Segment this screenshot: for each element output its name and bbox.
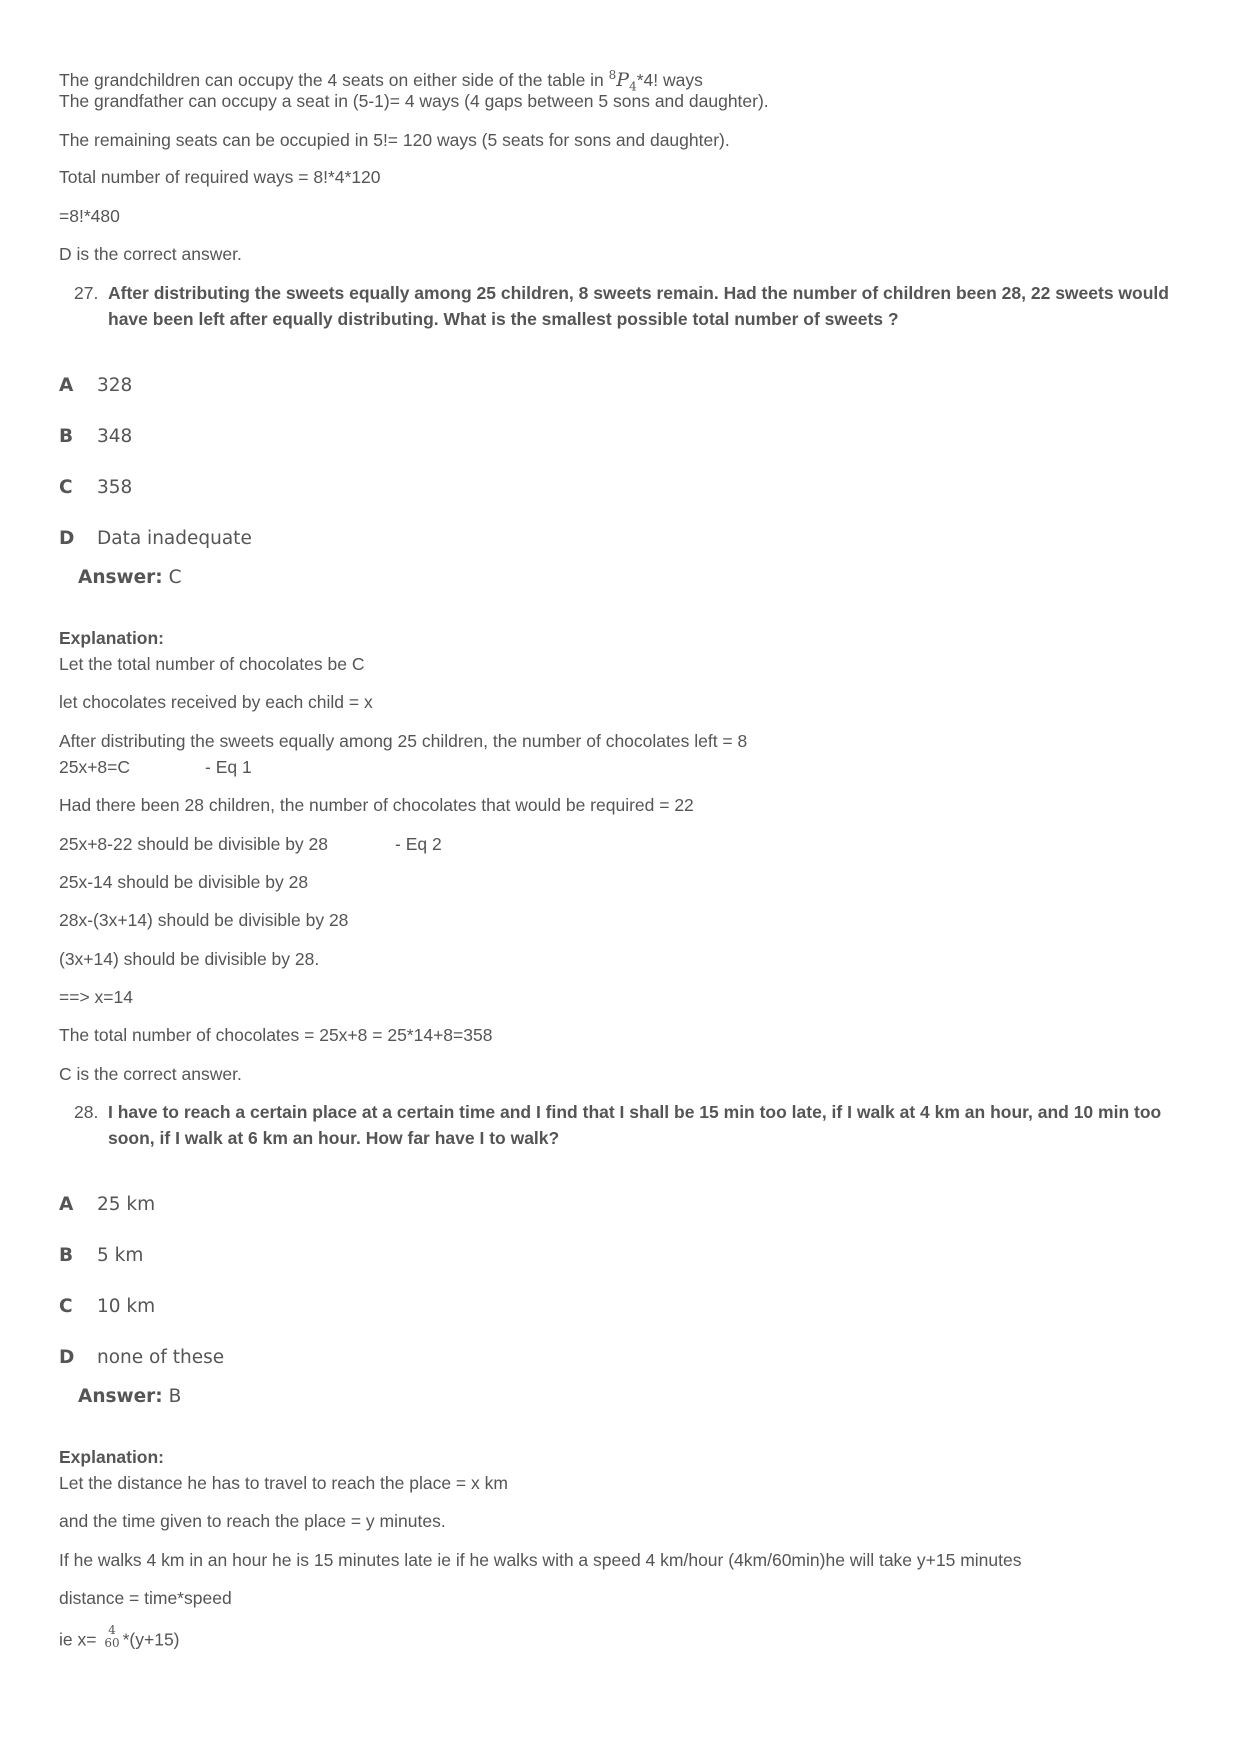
q27-option-c[interactable]	[59, 476, 132, 500]
q28-expl-line: If he walks 4 km in an hour he is 15 minutes late ie if he walks with a speed 4 km/hour (4km/60min)he will take y+15 minutes	[59, 1550, 1022, 1570]
q28-option-c[interactable]	[59, 1295, 155, 1319]
q28-option-b[interactable]	[59, 1244, 143, 1268]
q27-conclusion: C is the correct answer.	[59, 1064, 242, 1084]
q27-expl-line: (3x+14) should be divisible by 28.	[59, 949, 320, 969]
q27-expl-eq2	[59, 833, 442, 855]
option-letter: D	[59, 1347, 75, 1368]
question-27	[74, 280, 1184, 332]
q27-option-a[interactable]	[59, 374, 132, 398]
option-text: 25 km	[97, 1194, 156, 1215]
q27-option-b[interactable]	[59, 425, 132, 449]
question-text: I have to reach a certain place at a certain time and I find that I shall be 15 min too late, if I walk at 4 km an hour, and 10 min too soon, if I walk at 6 km an hour. How far have I to walk?	[108, 1102, 1162, 1148]
fraction	[104, 1624, 119, 1650]
equation-text: 25x+8-22 should be divisible by 28	[59, 834, 329, 854]
intro-line-5: =8!*480	[59, 206, 120, 226]
question-text: After distributing the sweets equally among 25 children, 8 sweets remain. Had the number of children been 28, 22 sweets would have been left after equally distributing. What is the smallest possible total number of sweets ?	[108, 283, 1169, 329]
q28-expl-fraction-line	[59, 1623, 180, 1654]
intro-line-1-text: The grandchildren can occupy the 4 seats on either side of the table in	[59, 69, 609, 90]
answer-label: Answer:	[78, 567, 163, 588]
intro-line-1-tail: *4! ways	[636, 69, 703, 90]
q27-expl-line: After distributing the sweets equally among 25 children, the number of chocolates left = 8	[59, 731, 748, 751]
intro-line-3: The remaining seats can be occupied in 5!= 120 ways (5 seats for sons and daughter).	[59, 130, 730, 150]
q28-explanation-heading: Explanation:	[59, 1447, 165, 1467]
q28-expl-line: Let the distance he has to travel to reach the place = x km	[59, 1473, 508, 1493]
q28-expl-line: distance = time*speed	[59, 1588, 232, 1608]
option-letter: C	[59, 477, 73, 498]
q28-answer	[78, 1385, 181, 1409]
q27-expl-line: 28x-(3x+14) should be divisible by 28	[59, 910, 349, 930]
intro-line-4: Total number of required ways = 8!*4*120	[59, 167, 381, 187]
fraction-denominator: 60	[104, 1636, 120, 1650]
q27-explanation-heading: Explanation:	[59, 628, 165, 648]
option-text: 328	[97, 375, 133, 396]
question-28	[74, 1099, 1184, 1151]
q27-expl-line: Had there been 28 children, the number of chocolates that would be required = 22	[59, 795, 694, 815]
q28-option-d[interactable]	[59, 1346, 224, 1370]
q27-expl-line: The total number of chocolates = 25x+8 = 25*14+8=358	[59, 1025, 493, 1045]
answer-label: Answer:	[78, 1386, 163, 1407]
q27-expl-line: 25x-14 should be divisible by 28	[59, 872, 309, 892]
option-letter: B	[59, 426, 74, 447]
q27-expl-line: let chocolates received by each child = x	[59, 692, 373, 712]
option-text: 5 km	[97, 1245, 144, 1266]
option-letter: A	[59, 375, 74, 396]
q28-option-a[interactable]	[59, 1193, 155, 1217]
option-letter: B	[59, 1245, 74, 1266]
equation-text: 25x+8=C	[59, 757, 131, 777]
perm-subscript: 4	[629, 79, 637, 94]
fraction-numerator: 4	[108, 1623, 116, 1637]
equation-tag: - Eq 2	[395, 834, 442, 854]
q27-option-d[interactable]	[59, 527, 252, 551]
option-text: 10 km	[97, 1296, 156, 1317]
question-number: 27.	[74, 283, 99, 303]
equation-rhs: *(y+15)	[122, 1629, 180, 1650]
q27-answer	[78, 566, 181, 590]
q27-expl-eq1	[59, 756, 252, 778]
q27-expl-line: ==> x=14	[59, 987, 133, 1007]
option-letter: D	[59, 528, 75, 549]
q28-expl-line: and the time given to reach the place = y minutes.	[59, 1511, 446, 1531]
option-text: none of these	[97, 1347, 225, 1368]
equation-lhs: ie x=	[59, 1629, 97, 1650]
intro-conclusion: D is the correct answer.	[59, 244, 242, 264]
option-text: 348	[97, 426, 133, 447]
option-text: 358	[97, 477, 133, 498]
equation-tag: - Eq 1	[205, 757, 252, 777]
question-number: 28.	[74, 1102, 99, 1122]
option-text: Data inadequate	[97, 528, 252, 549]
answer-value: C	[168, 567, 182, 588]
perm-superscript: 8	[608, 68, 617, 82]
option-letter: C	[59, 1296, 73, 1317]
intro-line-2: The grandfather can occupy a seat in (5-1)= 4 ways (4 gaps between 5 sons and daughter).	[59, 91, 769, 111]
perm-symbol: P	[616, 68, 630, 91]
answer-value: B	[168, 1386, 182, 1407]
q27-expl-line: Let the total number of chocolates be C	[59, 654, 365, 674]
option-letter: A	[59, 1194, 74, 1215]
